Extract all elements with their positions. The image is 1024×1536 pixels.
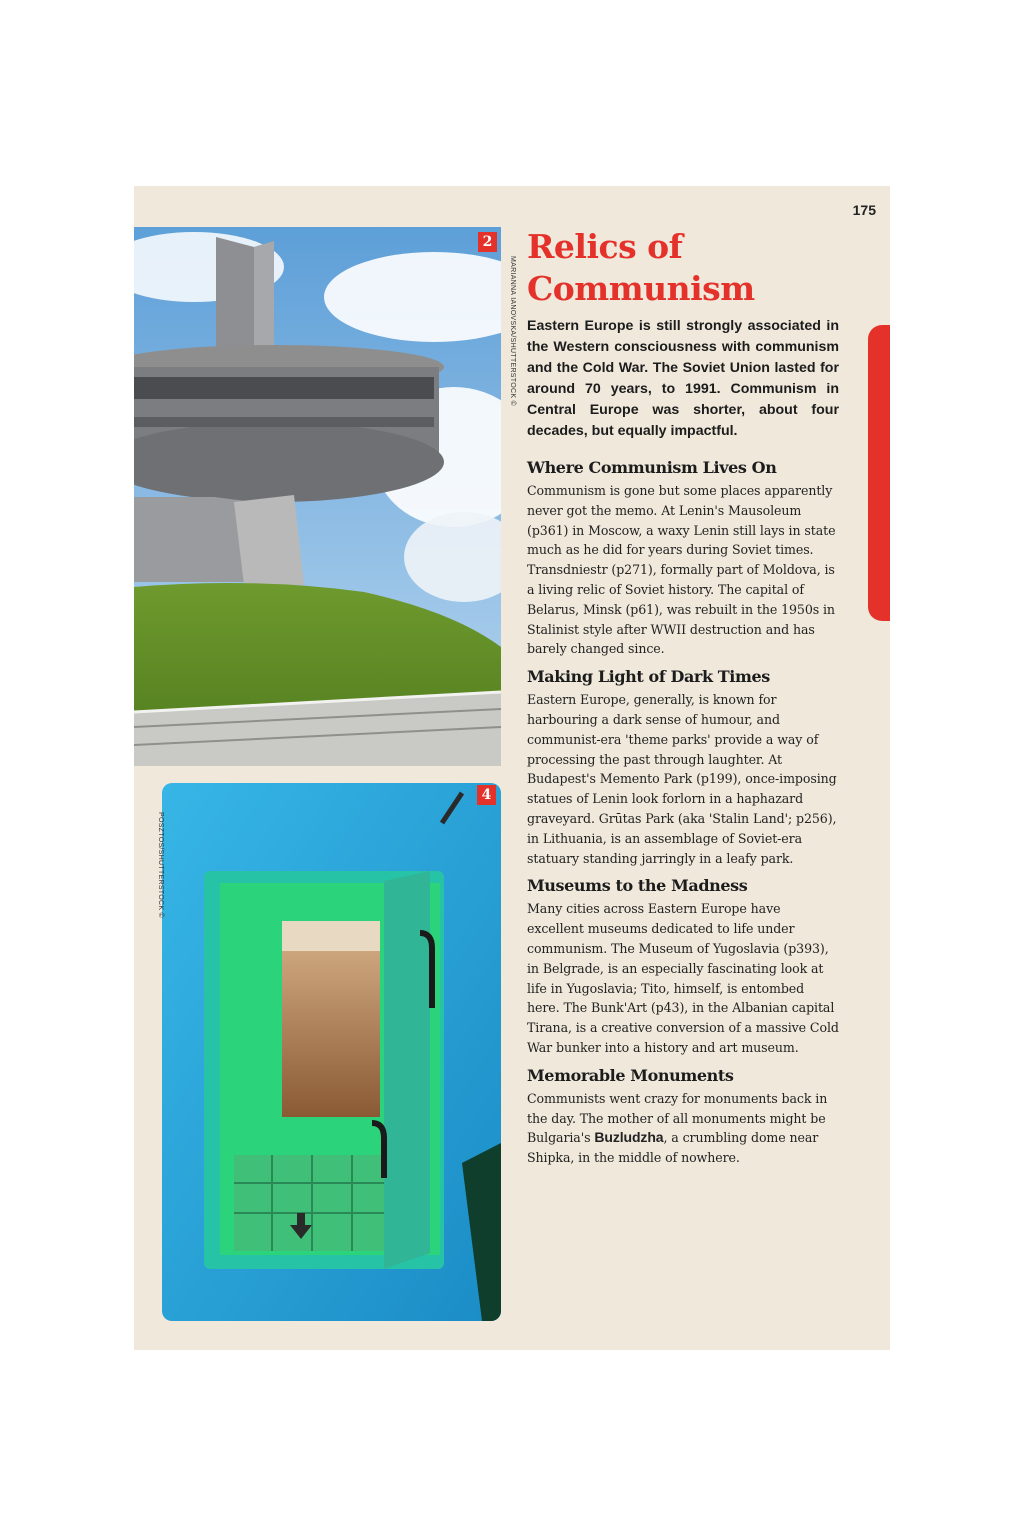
- body-text: Communists went crazy for monuments back in the day. The mother of all monuments might be Bulgaria's: [527, 1090, 828, 1146]
- body-text: , a crumbling dome near Shipka, in the middle of nowhere.: [527, 1130, 819, 1166]
- article-column: [527, 226, 839, 1168]
- article-title: [527, 226, 839, 310]
- section-body: Many cities across Eastern Europe have excellent museums dedicated to life under communism. The Museum of Yugoslavia (p393), in Belgrade, is an especially fascinating look at life in Yugoslavia; Tito, himself, is entombed here. The Bunk'Art (p43), in the Albanian capital Tirana, is a creative conversion of a massive Cold War bunker into a history and art museum.: [527, 901, 839, 1055]
- buzludzha-photo: [134, 227, 501, 766]
- article-intro: Eastern Europe is still strongly associated in the Western consciousness with communism and the Cold War. The Soviet Union lasted for around 70 years, to 1991. Communism in Central Europe was shorter, about four decades, but equally impactful.: [527, 318, 839, 439]
- title-line-2: Communism: [527, 269, 755, 308]
- photo-number-badge: 4: [477, 785, 496, 805]
- section-heading: Where Communism Lives On: [527, 458, 777, 477]
- highlight-place: Buzludzha: [594, 1129, 664, 1146]
- photo-credit: POSZTOS/SHUTTERSTOCK ©: [157, 812, 164, 919]
- section-heading: Museums to the Madness: [527, 876, 748, 896]
- bunker-door-photo: [162, 783, 501, 1321]
- section-body: Eastern Europe, generally, is known for harbouring a dark sense of humour, and communist-era 'theme parks' provide a way of processing the past through laughter. At Budapest's Memento Park (p199), once-imposing statues of Lenin look forlorn in a haphazard graveyard. Grūtas Park (aka 'Stalin Land'; p256), in Lithuania, is an assemblage of Soviet-era statuary standing jarringly in a leafy park.: [527, 692, 837, 866]
- section-heading: Memorable Monuments: [527, 1065, 734, 1085]
- section-body: Communism is gone but some places apparently never got the memo. At Lenin's Mausoleum (p361) in Moscow, a waxy Lenin still lays in state much as he did for years during Soviet times. Transdniestr (p271), formally part of Moldova, is a living relic of Soviet history. The capital of Belarus, Minsk (p61), was rebuilt in the 1950s in Stalinist style after WWII destruction and has barely changed since.: [527, 483, 836, 657]
- book-page: [134, 186, 890, 1350]
- page-number: 175: [852, 202, 876, 218]
- photo-number-badge: 2: [478, 232, 497, 252]
- section-body: [527, 1089, 839, 1168]
- chapter-tab: [868, 325, 890, 621]
- title-line-1: Relics of: [527, 227, 683, 266]
- photo-credit: MARIANNA IANOVSKA/SHUTTERSTOCK ©: [509, 256, 516, 406]
- section-heading: Making Light of Dark Times: [527, 667, 770, 687]
